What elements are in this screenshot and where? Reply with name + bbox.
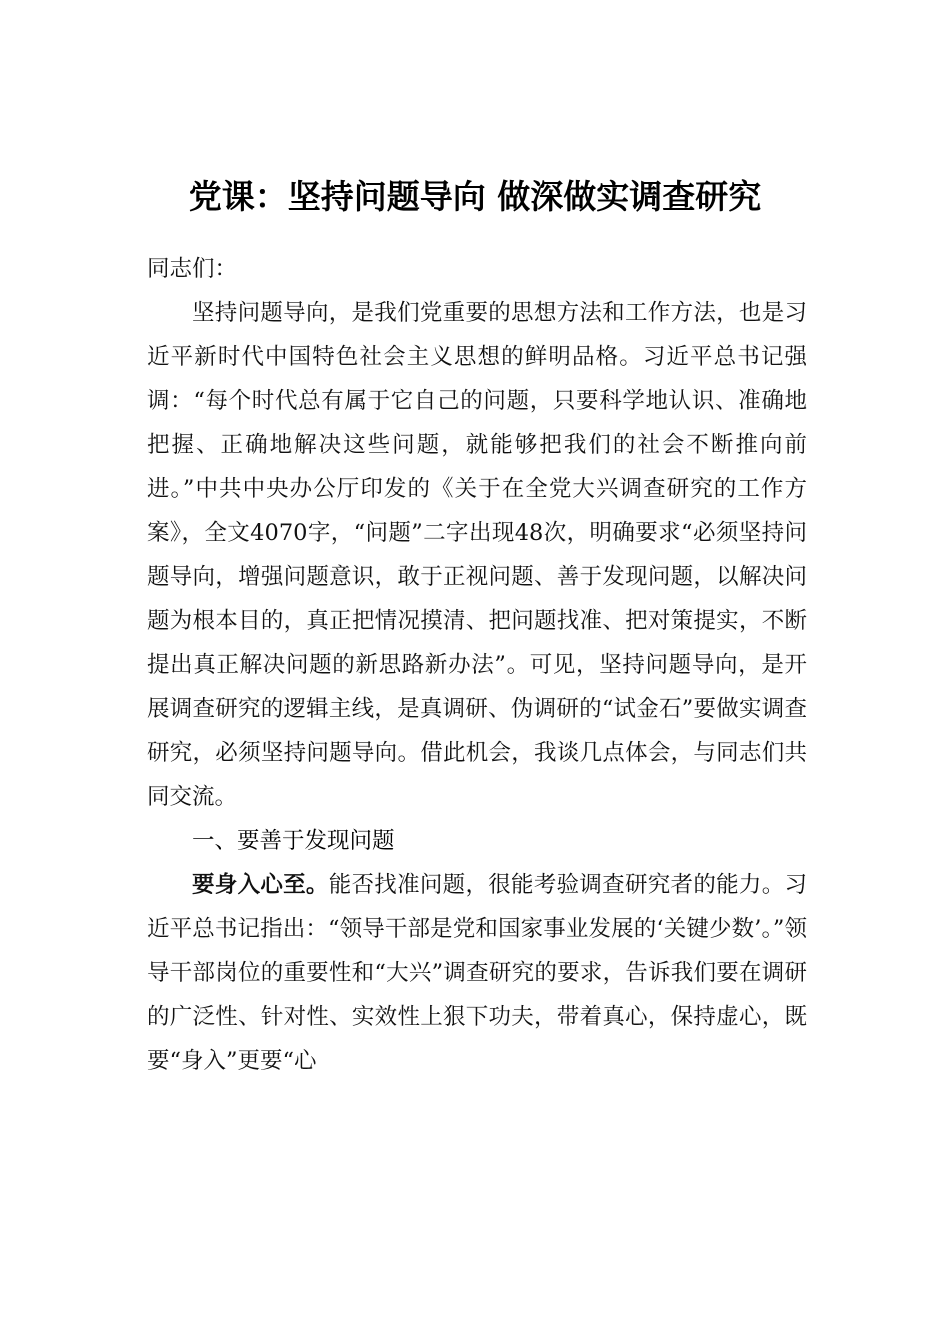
document-body [147, 247, 807, 1083]
paragraph-2-lead: 要身入心至。 [192, 872, 329, 898]
paragraph-2 [147, 863, 807, 1083]
paragraph-2-text: 能否找准问题，很能考验调查研究者的能力。习近平总书记指出：“领导干部是党和国家事业发展的‘关键少数’。”领导干部岗位的重要性和“大兴”调查研究的要求，告诉我们要在调研的广泛性、针对性、实效性上狠下功夫，带着真心，保持虚心，既要“身入”更要“心 [147, 872, 807, 1074]
section-heading-1: 一、要善于发现问题 [192, 828, 395, 854]
document-title: 党课：坚持问题导向 做深做实调查研究 [188, 177, 762, 216]
paragraph-1: 坚持问题导向，是我们党重要的思想方法和工作方法，也是习近平新时代中国特色社会主义思想的鲜明品格。习近平总书记强调：“每个时代总有属于它自己的问题，只要科学地认识、准确地把握、正确地解决这些问题，就能够把我们的社会不断推向前进。”中共中央办公厅印发的《关于在全党大兴调查研究的工作方案》，全文4070字，“问题”二字出现48次，明确要求“必须坚持问题导向，增强问题意识，敢于正视问题、善于发现问题，以解决问题为根本目的，真正把情况摸清、把问题找准、把对策提实，不断提出真正解决问题的新思路新办法”。可见，坚持问题导向，是开展调查研究的逻辑主线，是真调研、伪调研的“试金石”要做实调查研究，必须坚持问题导向。借此机会，我谈几点体会，与同志们共同交流。 [147, 300, 807, 810]
greeting: 同志们： [147, 256, 238, 282]
